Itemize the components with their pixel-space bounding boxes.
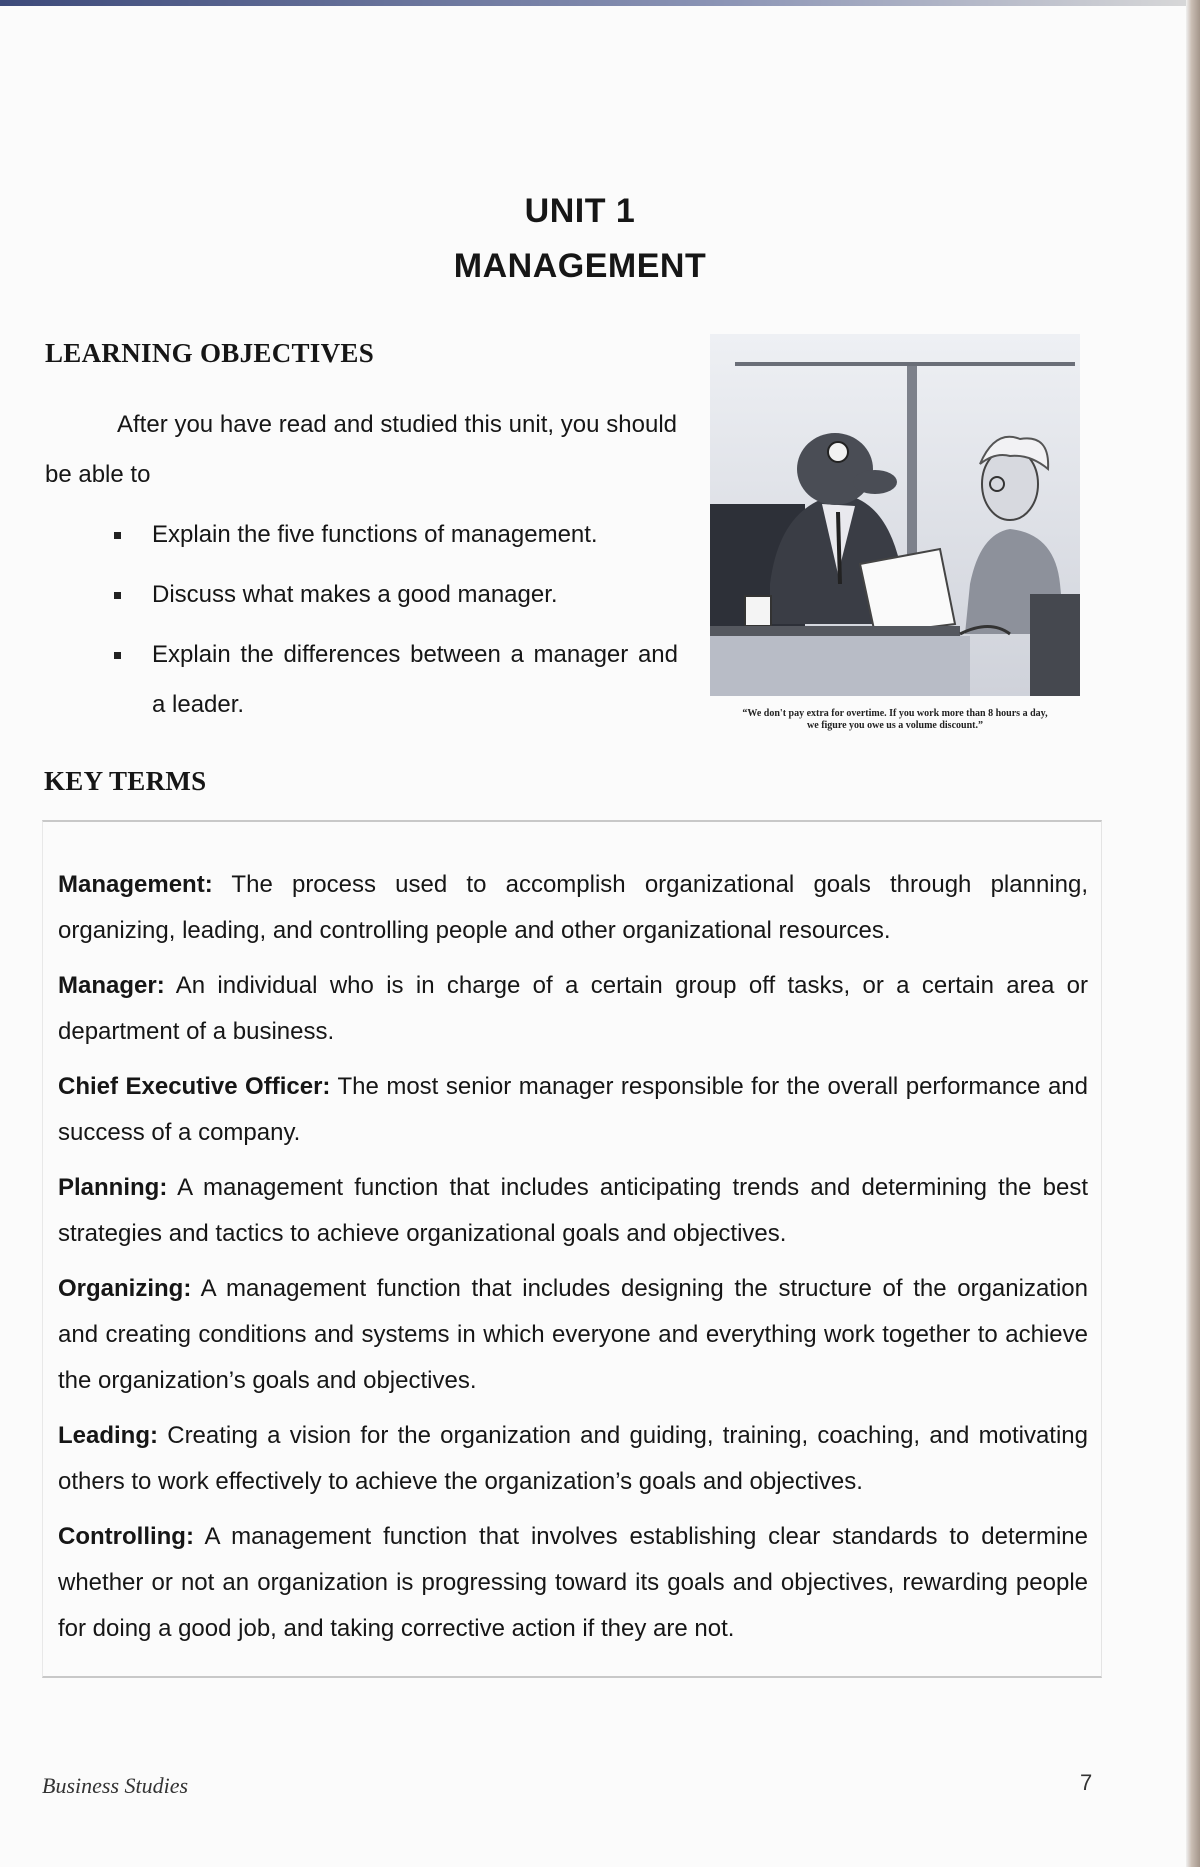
key-term bbox=[58, 1064, 1088, 1156]
objective-text: Explain the five functions of management. bbox=[152, 521, 598, 548]
term-definition: Creating a vision for the organization and guiding, training, coaching, and motivating others to work effectively to achieve the organization’s goals and objectives. bbox=[58, 1422, 1088, 1495]
term-name: Controlling: bbox=[58, 1523, 194, 1550]
objective-text: Discuss what makes a good manager. bbox=[152, 581, 558, 608]
objective-item bbox=[112, 570, 678, 620]
objective-text: Explain the differences between a manager and a leader. bbox=[152, 641, 678, 718]
footer-book-title: Business Studies bbox=[42, 1773, 189, 1798]
term-name: Chief Executive Officer: bbox=[58, 1073, 331, 1100]
term-definition: The most senior manager responsible for the overall performance and success of a company. bbox=[58, 1073, 1089, 1146]
key-term bbox=[58, 862, 1088, 954]
key-term bbox=[58, 963, 1088, 1055]
term-name: Leading: bbox=[58, 1422, 158, 1449]
unit-number: UNIT 1 bbox=[524, 192, 636, 230]
objective-item bbox=[112, 630, 678, 730]
key-term bbox=[58, 1165, 1088, 1257]
bullet-icon bbox=[114, 592, 121, 599]
term-definition: A management function that involves establishing clear standards to determine whether or not an organization is progressing toward its goals and objectives, rewarding people for doing a good job, and taking corrective action if they are not. bbox=[58, 1523, 1088, 1642]
unit-header bbox=[0, 185, 1160, 295]
page-top-edge bbox=[0, 0, 1200, 6]
bullet-icon bbox=[114, 652, 121, 659]
objective-item bbox=[112, 510, 678, 560]
page-number: 7 bbox=[1080, 1770, 1093, 1795]
unit-title: MANAGEMENT bbox=[453, 247, 707, 285]
term-name: Management: bbox=[58, 871, 213, 898]
bullet-icon bbox=[114, 532, 121, 539]
key-terms-heading: KEY TERMS bbox=[44, 766, 207, 796]
cartoon-caption: “We don't pay extra for overtime. If you work more than 8 hours a day, we figure you owe us a volume discount.” bbox=[742, 708, 1048, 731]
term-name: Organizing: bbox=[58, 1275, 192, 1302]
term-definition: A management function that includes designing the structure of the organization and creating conditions and systems in which everyone and everything work together to achieve the organization’s goals and objectives. bbox=[58, 1275, 1088, 1394]
cartoon-illustration bbox=[710, 334, 1080, 696]
learning-objectives-heading: LEARNING OBJECTIVES bbox=[45, 338, 375, 368]
term-definition: A management function that includes anticipating trends and determining the best strategies and tactics to achieve organizational goals and objectives. bbox=[58, 1174, 1088, 1247]
page-right-edge bbox=[1186, 0, 1200, 1867]
key-term bbox=[58, 1266, 1088, 1404]
key-term bbox=[58, 1413, 1088, 1505]
term-definition: The process used to accomplish organizational goals through planning, organizing, leading, and controlling people and other organizational resources. bbox=[58, 871, 1088, 944]
term-name: Planning: bbox=[58, 1174, 168, 1201]
objectives-intro: After you have read and studied this unit, you should be able to bbox=[45, 411, 677, 488]
key-term bbox=[58, 1514, 1088, 1652]
objectives-list bbox=[112, 510, 678, 740]
term-definition: An individual who is in charge of a certain group off tasks, or a certain area or department of a business. bbox=[58, 972, 1088, 1045]
term-name: Manager: bbox=[58, 972, 165, 999]
